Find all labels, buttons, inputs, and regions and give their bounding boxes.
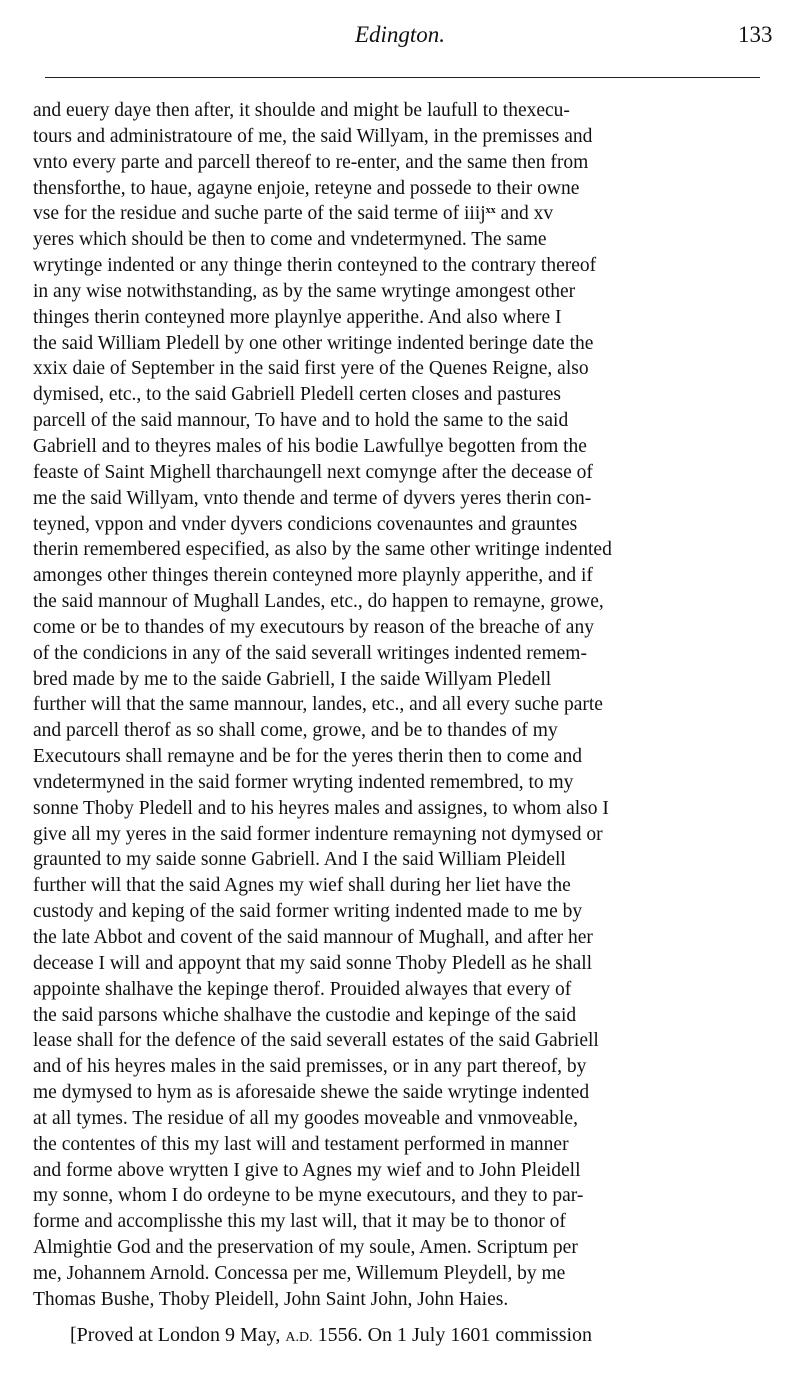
text-segment: lease shall for the defence of the said severall estates of the said Gabriell	[33, 1030, 599, 1052]
text-segment: teyned, vppon and vnder dyvers condicions covenauntes and grauntes	[33, 513, 578, 535]
text-line	[33, 847, 773, 873]
text-line	[33, 512, 773, 538]
text-segment: and of his heyres males in the said premisses, or in any part thereof, by	[33, 1056, 587, 1078]
text-line	[33, 434, 773, 460]
text-line	[33, 563, 773, 589]
text-line	[33, 615, 773, 641]
text-segment: custody and keping of the said former writing indented made to me by	[33, 901, 583, 923]
text-segment: appointe shalhave the kepinge therof. Prouided alwayes that every of	[33, 978, 572, 1000]
text-line	[33, 951, 773, 977]
text-line	[33, 382, 773, 408]
text-segment: Thomas Bushe, Thoby Pleidell, John Saint John, John Haies.	[33, 1288, 509, 1310]
text-line	[33, 667, 773, 693]
text-segment: vnto every parte and parcell thereof to re-enter, and the same then from	[33, 151, 589, 173]
text-segment: further will that the said Agnes my wief shall during her liet have the	[33, 875, 571, 897]
text-segment: and forme above wrytten I give to Agnes my wief and to John Pleidell	[33, 1159, 581, 1181]
text-segment: decease I will and appoynt that my said sonne Thoby Pledell as he shall	[33, 952, 593, 974]
text-segment: bred made by me to the saide Gabriell, I the saide Willyam Pledell	[33, 668, 552, 690]
text-segment: feaste of Saint Mighell tharchaungell next comynge after the decease of	[33, 461, 593, 483]
text-line	[33, 1003, 773, 1029]
text-line	[33, 822, 773, 848]
footer-note-era: A.D.	[285, 1330, 313, 1345]
text-segment: give all my yeres in the said former indenture remayning not dymysed or	[33, 823, 603, 845]
text-line	[33, 589, 773, 615]
text-segment: vndetermyned in the said former wryting indented remembred, to my	[33, 771, 574, 793]
text-line	[33, 1106, 773, 1132]
text-line	[33, 1028, 773, 1054]
text-line	[33, 873, 773, 899]
text-line	[33, 977, 773, 1003]
text-line	[33, 1183, 773, 1209]
text-segment: me the said Willyam, vnto thende and terme of dyvers yeres therin con-	[33, 487, 592, 509]
text-segment: further will that the same mannour, landes, etc., and all every suche parte	[33, 694, 603, 716]
text-line	[33, 227, 773, 253]
text-line	[33, 1054, 773, 1080]
text-segment: vse for the residue and suche parte of the said terme of iiij	[33, 203, 486, 225]
text-segment: the contentes of this my last will and testament performed in manner	[33, 1133, 569, 1155]
text-line	[33, 925, 773, 951]
text-segment: in any wise notwithstanding, as by the same wrytinge amongest other	[33, 280, 576, 302]
text-segment: Almightie God and the preservation of my soule, Amen. Scriptum per	[33, 1237, 578, 1259]
text-segment: the late Abbot and covent of the said mannour of Mughall, and after her	[33, 927, 593, 948]
text-line	[33, 770, 773, 796]
text-segment: at all tymes. The residue of all my goodes moveable and vnmoveable,	[33, 1107, 578, 1129]
text-line	[33, 98, 773, 124]
text-segment: forme and accomplisshe this my last will, that it may be to thonor of	[33, 1211, 566, 1233]
text-segment: the said parsons whiche shalhave the custodie and kepinge of the said	[33, 1004, 577, 1026]
text-line	[33, 305, 773, 331]
text-segment: and parcell therof as so shall come, growe, and be to thandes of my	[33, 720, 558, 742]
text-line	[33, 1158, 773, 1184]
page-number: 133	[738, 22, 773, 47]
text-line	[33, 279, 773, 305]
footer-note	[70, 1324, 592, 1347]
footer-note-text: [Proved at London 9 May,	[70, 1324, 286, 1346]
text-segment: therin remembered especified, as also by the same other writinge indented	[33, 539, 612, 561]
text-line	[33, 356, 773, 382]
text-segment: sonne Thoby Pledell and to his heyres males and assignes, to whom also I	[33, 797, 609, 819]
text-segment: parcell of the said mannour, To have and to hold the same to the said	[33, 410, 569, 432]
text-segment: tours and administratoure of me, the said Willyam, in the premisses and	[33, 125, 593, 147]
text-segment: and euery daye then after, it shoulde and might be laufull to thexecu-	[33, 100, 570, 121]
text-line	[33, 201, 773, 227]
text-line	[33, 408, 773, 434]
text-line	[33, 253, 773, 279]
text-segment: yeres which should be then to come and vndetermyned. The same	[33, 229, 547, 251]
text-segment: of the condicions in any of the said severall writinges indented remem-	[33, 642, 587, 664]
header-rule	[45, 77, 760, 78]
text-line	[33, 486, 773, 512]
text-segment: wrytinge indented or any thinge therin conteyned to the contrary thereof	[33, 255, 597, 277]
text-line	[33, 176, 773, 202]
text-line	[33, 718, 773, 744]
text-segment: Executours shall remayne and be for the yeres therin then to come and	[33, 746, 583, 768]
text-line	[33, 1235, 773, 1261]
text-segment: the said William Pledell by one other writinge indented beringe date the	[33, 332, 594, 354]
text-line	[33, 1209, 773, 1235]
text-segment: dymised, etc., to the said Gabriell Pledell certen closes and pastures	[33, 384, 561, 406]
text-segment: xxix daie of September in the said first yere of the Quenes Reigne, also	[33, 358, 589, 380]
text-segment: thinges therin conteyned more playnlye apperithe. And also where I	[33, 306, 562, 328]
text-segment: my sonne, whom I do ordeyne to be myne executours, and they to par-	[33, 1185, 584, 1207]
text-segment: come or be to thandes of my executours by reason of the breache of any	[33, 616, 594, 638]
text-line	[33, 744, 773, 770]
text-line	[33, 331, 773, 357]
text-segment: me dymysed to hym as is aforesaide shewe the saide wrytinge indented	[33, 1082, 590, 1104]
text-line	[33, 641, 773, 667]
text-segment: graunted to my saide sonne Gabriell. And I the said William Pleidell	[33, 849, 566, 871]
running-title: Edington.	[354, 22, 446, 47]
text-line	[33, 1261, 773, 1287]
text-segment: amonges other thinges therein conteyned more playnly apperithe, and if	[33, 565, 593, 587]
footer-note-text-end: 1556. On 1 July 1601 commission	[312, 1324, 593, 1346]
text-segment: the said mannour of Mughall Landes, etc., do happen to remayne, growe,	[33, 591, 604, 613]
text-segment: thensforthe, to haue, agayne enjoie, reteyne and possede to their owne	[33, 177, 580, 199]
text-line	[33, 124, 773, 150]
superscript: xx	[485, 205, 496, 217]
text-line	[33, 150, 773, 176]
text-line	[33, 1287, 773, 1313]
text-line	[33, 692, 773, 718]
text-line	[33, 537, 773, 563]
text-line	[33, 460, 773, 486]
body-text	[33, 98, 773, 1313]
text-segment: Gabriell and to theyres males of his bodie Lawfullye begotten from the	[33, 435, 587, 457]
text-line	[33, 796, 773, 822]
text-segment: and xv	[495, 203, 554, 225]
text-segment: me, Johannem Arnold. Concessa per me, Willemum Pleydell, by me	[33, 1262, 566, 1284]
text-line	[33, 899, 773, 925]
text-line	[33, 1132, 773, 1158]
text-line	[33, 1080, 773, 1106]
